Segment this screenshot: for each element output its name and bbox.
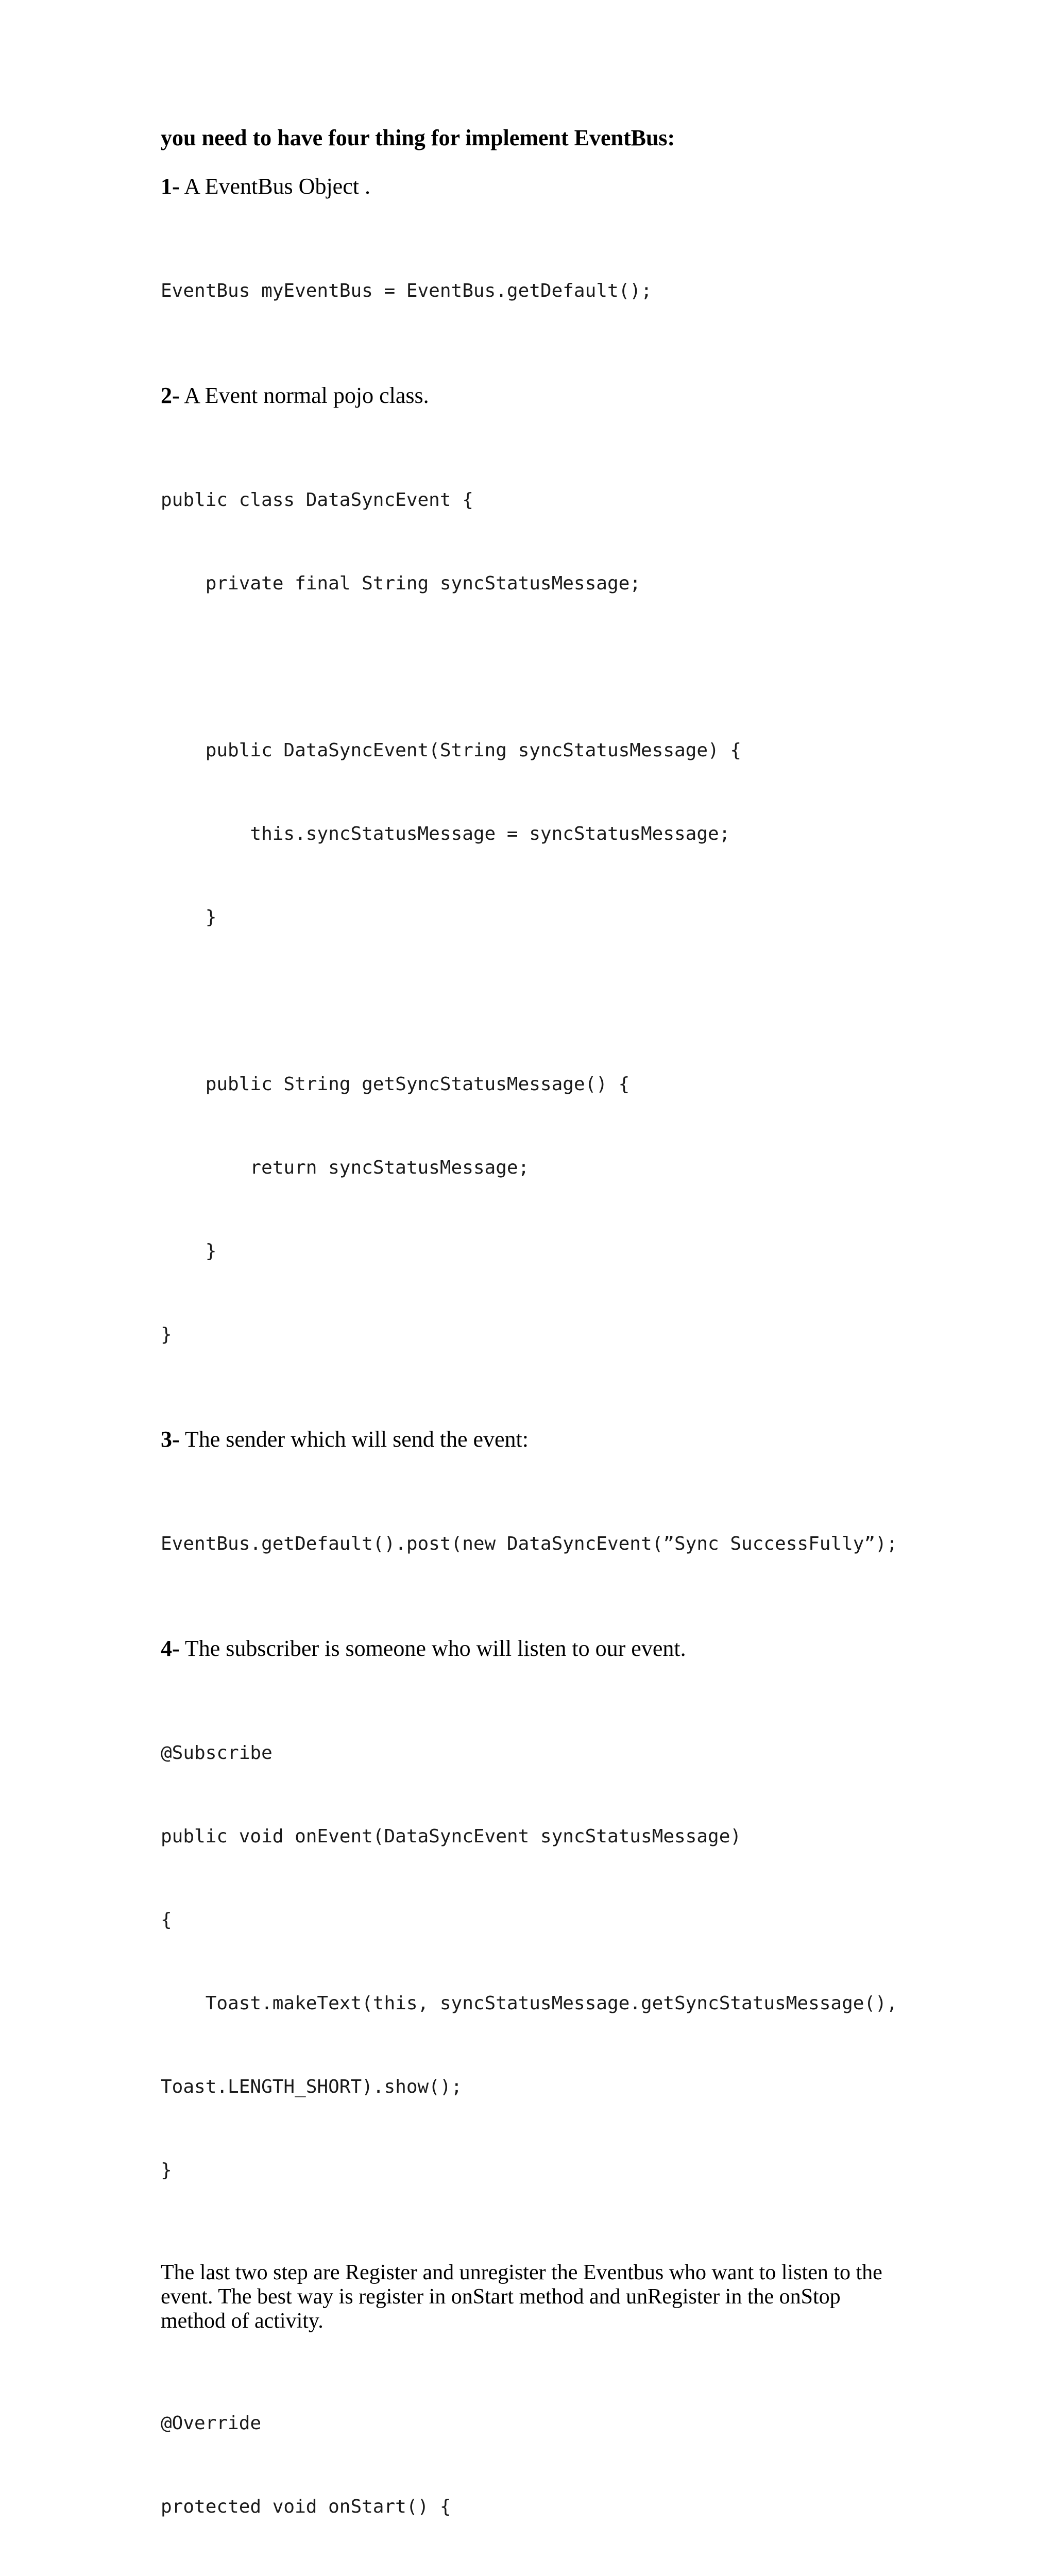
code-block-subscriber bbox=[161, 1684, 913, 2240]
code-line bbox=[161, 987, 913, 1015]
code-line: public String getSyncStatusMessage() { bbox=[161, 1074, 630, 1095]
code-line: { bbox=[161, 1909, 172, 1930]
code-line: protected void onStart() { bbox=[161, 2496, 451, 2517]
step-4 bbox=[161, 1634, 913, 1663]
code-line: public DataSyncEvent(String syncStatusMessage) { bbox=[161, 740, 742, 761]
step-2-text: A Event normal pojo class. bbox=[179, 383, 429, 408]
code-block-event-class bbox=[161, 431, 913, 1404]
code-line: } bbox=[161, 907, 217, 928]
step-1-number: 1- bbox=[161, 174, 180, 199]
document-heading: you need to have four thing for implement EventBus: bbox=[161, 125, 675, 150]
step-2 bbox=[161, 381, 913, 410]
code-line: } bbox=[161, 2160, 172, 2181]
step-2-number: 2- bbox=[161, 383, 180, 408]
code-block-lifecycle bbox=[161, 2354, 913, 2576]
code-line: public class DataSyncEvent { bbox=[161, 489, 473, 511]
code-line: this.syncStatusMessage = syncStatusMessage; bbox=[161, 823, 730, 844]
code-line: } bbox=[161, 1324, 172, 1345]
code-line: public void onEvent(DataSyncEvent syncStatusMessage) bbox=[161, 1826, 742, 1847]
document-page bbox=[161, 124, 913, 2576]
step-3-number: 3- bbox=[161, 1427, 180, 1452]
code-line: @Override bbox=[161, 2413, 262, 2434]
register-paragraph: The last two step are Register and unregister the Eventbus who want to listen to the event. The best way is register in onStart method and unRegister in the onStop method of activity. bbox=[161, 2261, 882, 2333]
step-4-number: 4- bbox=[161, 1636, 180, 1661]
code-line: EventBus.getDefault().post(new DataSyncEvent(”Sync SuccessFully”); bbox=[161, 1533, 898, 1554]
code-line: EventBus myEventBus = EventBus.getDefault(); bbox=[161, 280, 652, 301]
code-line: return syncStatusMessage; bbox=[161, 1157, 530, 1178]
code-line: private final String syncStatusMessage; bbox=[161, 573, 641, 594]
step-4-text: The subscriber is someone who will listen to our event. bbox=[179, 1636, 686, 1661]
code-block-eventbus-object bbox=[161, 222, 913, 361]
code-line: Toast.LENGTH_SHORT).show(); bbox=[161, 2076, 463, 2097]
step-1 bbox=[161, 172, 913, 201]
code-line: @Subscribe bbox=[161, 1742, 273, 1764]
code-line bbox=[161, 653, 913, 681]
step-1-text: A EventBus Object . bbox=[179, 174, 370, 199]
step-3 bbox=[161, 1425, 913, 1454]
code-line: } bbox=[161, 1241, 217, 1262]
code-line: Toast.makeText(this, syncStatusMessage.getSyncStatusMessage(), bbox=[161, 1993, 898, 2014]
code-block-sender bbox=[161, 1475, 913, 1614]
step-3-text: The sender which will send the event: bbox=[179, 1427, 529, 1452]
